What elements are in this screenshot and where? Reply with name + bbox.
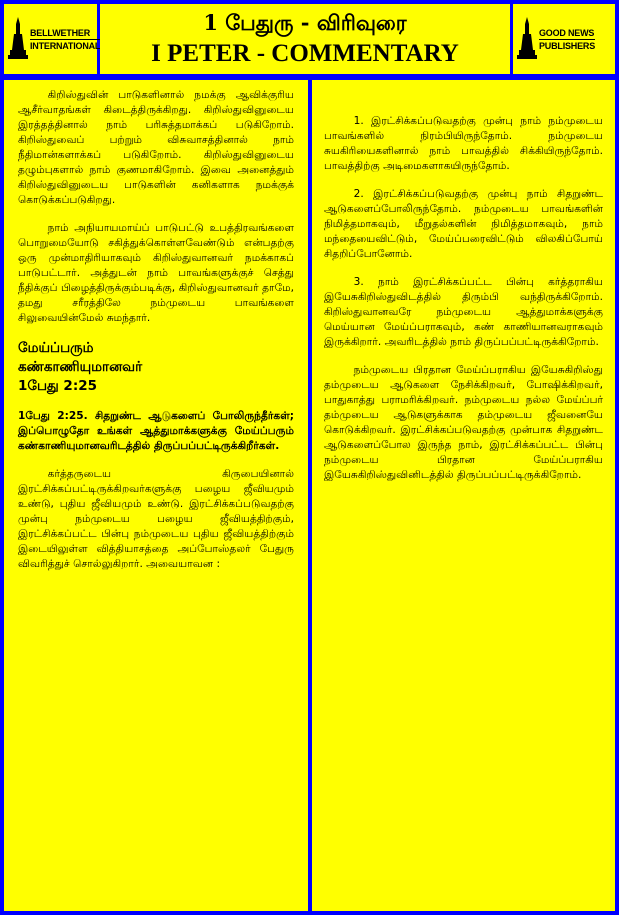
good-news-logo [513,4,615,74]
good-news-icon [517,16,537,62]
logo-right-line2: PUBLISHERS [539,40,596,51]
header-title [100,4,510,74]
paragraph-3: கர்த்தருடைய கிருபையினால் இரட்சிக்கப்பட்டிருக்கிறவர்களுக்கு பழைய ஜீவியமும் உண்டு, புதிய ஜீவியமும் உண்டு. இரட்சிக்கப்படுவதற்கு முன்பு நம்முடைய பழைய ஜீவியத்திற்கும், இரட்சிக்கப்பட்ட பின்பு நம்முடைய புதிய ஜீவியத்திற்கும் இடையிலுள்ள வித்தியாசத்தை அப்போஸ்தலர் பேதுரு விவரித்துச் சொல்லுகிறார். அவையாவன : [18,468,294,570]
paragraph-1: கிறிஸ்துவின் பாடுகளினால் நமக்கு ஆவிக்குரிய ஆசீர்வாதங்கள் கிடைத்திருக்கிறது. கிறிஸ்துவினுடைய இரத்தத்தினால் நாம் பரிசுத்தமாக்கப் படுகிறோம். கிறிஸ்துவைப் பற்றும் விசுவாசத்தினால் நாம் நீதிமான்களாக்கப் படுகிறோம். கிறிஸ்துவினுடைய தழும்புகளால் நாம் குணமாகிறோம். இவை அனைத்தும் கிறிஸ்துவினுடைய பாடுகளின் கனிகளாக நமக்குக் கொடுக்கப்படுகிறது. [18,89,294,206]
right-column [312,80,615,911]
logo-right-line1: GOOD NEWS [539,27,595,38]
point-2: 2. இரட்சிக்கப்படுவதற்கு முன்பு நாம் சிதறுண்ட ஆடுகளைப்போலிருந்தோம். நம்முடைய பாவங்களின் நிமித்தமாகவும், மீறுதல்களின் நிமித்தமாகவும், நாம் மந்தையைவிட்டும், மேய்ப்பரைவிட்டும் விலகிப்போய் சிதறிப்போனோம். [324,188,603,260]
section-heading-line2: கண்காணியுமானவர் [18,359,143,375]
verse-text: 1பேது 2:25. சிதறுண்ட ஆடுகளைப் போலிருந்தீர்கள்; இப்பொழுதோ உங்கள் ஆத்துமாக்களுக்கு மேய்ப்பரும் கண்காணியுமானவரிடத்தில் திருப்பப்பட்டிருக்கிறீர்கள். [18,410,294,452]
section-heading-line3: 1பேது 2:25 [18,378,98,394]
title-english: I PETER - COMMENTARY [151,40,459,67]
logo-left-line1: BELLWETHER [30,27,100,40]
point-1: 1. இரட்சிக்கப்படுவதற்கு முன்பு நாம் நம்முடைய பாவங்களில் நிரம்பியிருந்தோம். நம்முடைய சுயகிரியைகளினால் நாம் பாவத்தில் சிக்கியிருந்தோம். பாவத்திற்கு அடிமைகளாகயிருந்தோம். [324,115,603,172]
title-tamil: 1 பேதுரு - விரிவுரை [203,10,407,35]
logo-left-line2: INTERNATIONAL [30,40,101,51]
point-3: 3. நாம் இரட்சிக்கப்பட்ட பின்பு கர்த்தராகிய இயேசுகிறிஸ்துவிடத்தில் திரும்பி வந்திருக்கிறோம். கிறிஸ்துவானவரே நம்முடைய ஆத்துமாக்களுக்கு மெய்யான மேய்ப்பராகவும், கண் காணியானவராகவும் இருக்கிறார். அவரிடத்தில் நாம் திருப்பப்பட்டிருக்கிறோம். [324,276,603,348]
left-column [4,80,308,911]
bellwether-icon [8,16,28,62]
paragraph-4: நம்முடைய பிரதான மேய்ப்பராகிய இயேசுகிறிஸ்து தம்முடைய ஆடுகளை நேசிக்கிறவர், போஷிக்கிறவர், பாதுகாத்து பராமரிக்கிறவர். நம்முடைய நல்ல மேய்ப்பர் தம்முடைய ஆடுகளுக்காக தம்முடைய ஜீவனையே கொடுக்கிறவர். இரட்சிக்கப்படுவதற்கு முன்பாக சிதறுண்ட ஆடுகளைப்போல இருந்த நாம், இரட்சிக்கப்பட்ட பின்பு நம்முடைய பிரதான மேய்ப்பராகிய இயேசுகிறிஸ்துவினிடத்தில் திருப்பப்பட்டிருக்கிறோம். [324,364,603,481]
paragraph-2: நாம் அநியாயமாய்ப் பாடுபட்டு உபத்திரவங்களை பொறுமையோடு சகித்துக்கொள்ளவேண்டும் என்பதற்கு ஒரு முன்மாதிரியாகவும் கிறிஸ்துவானவர் நமக்காகப் பாடுபட்டார். அத்துடன் நாம் பாவங்களுக்குச் செத்து நீதிக்குப் பிழைத்திருக்கும்படிக்கு, கிறிஸ்துவானவர் தாமே, தமது சரீரத்திலே நம்முடைய பாவங்களை சிலுவையின்மேல் சுமந்தார். [18,222,294,324]
section-heading-line1: மேய்ப்பரும் [18,340,94,356]
bellwether-logo [4,4,101,74]
